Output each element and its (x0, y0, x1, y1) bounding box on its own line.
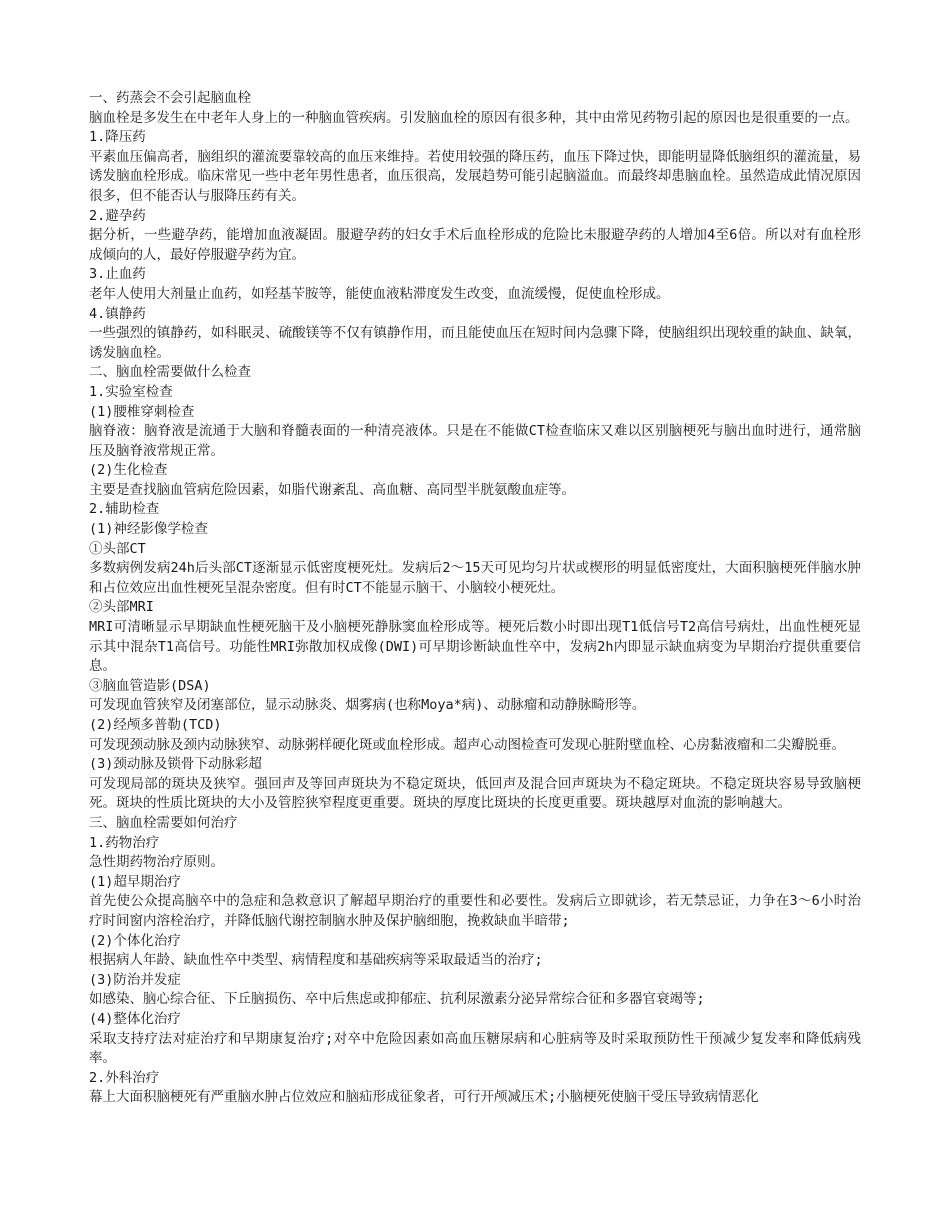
paragraph: 根据病人年龄、缺血性卒中类型、病情程度和基础疾病等采取最适当的治疗; (89, 952, 543, 969)
subheading: (3)颈动脉及锁骨下动脉彩超 (89, 756, 262, 773)
paragraph: 据分析，一些避孕药，能增加血液凝固。服避孕药的妇女手术后血栓形成的危险比未服避孕药的人增加4至6倍。所以对有血栓形成倾向的人，最好停服避孕药为宜。 (89, 227, 861, 263)
subheading: ①头部CT (89, 540, 146, 557)
subheading: (2)个体化治疗 (89, 932, 181, 949)
paragraph: 采取支持疗法对症治疗和早期康复治疗;对卒中危险因素如高血压糖尿病和心脏病等及时采取预防性干预减少复发率和降低病残率。 (89, 1030, 861, 1067)
section-heading: 三、脑血栓需要如何治疗 (89, 814, 238, 831)
paragraph: 可发现局部的斑块及狭窄。强回声及等回声斑块为不稳定斑块，低回声及混合回声斑块为不稳定斑块。不稳定斑块容易导致脑梗死。斑块的性质比斑块的大小及管腔狭窄程度更重要。斑块的厚度比斑块的长度更重要。斑块越厚对血流的影响越大。 (89, 775, 861, 812)
subheading: (2)生化检查 (89, 462, 168, 479)
subheading: (3)防治并发症 (89, 971, 181, 988)
section-heading: 二、脑血栓需要做什么检查 (89, 364, 251, 381)
subheading: (4)整体化治疗 (89, 1010, 181, 1027)
paragraph: 脑血栓是多发生在中老年人身上的一种脑血管疾病。引发脑血栓的原因有很多种，其中由常见药物引起的原因也是很重要的一点。 (89, 109, 859, 126)
document-body (89, 89, 861, 1108)
paragraph: 幕上大面积脑梗死有严重脑水肿占位效应和脑疝形成征象者，可行开颅减压术;小脑梗死使脑干受压导致病情恶化 (89, 1089, 759, 1106)
subheading: 2.避孕药 (89, 207, 146, 224)
paragraph: 平素血压偏高者，脑组织的灌流要靠较高的血压来维持。若使用较强的降压药，血压下降过快，即能明显降低脑组织的灌流量，易诱发脑血栓形成。临床常见一些中老年男性患者，血压很高，发展趋势可能引起脑溢血。而最终却患脑血栓。虽然造成此情况原因很多，但不能否认与服降压药有关。 (89, 148, 861, 204)
paragraph: 主要是查找脑血管病危险因素，如脂代谢紊乱、高血糖、高同型半胱氨酸血症等。 (89, 481, 575, 498)
section-heading: 一、药蒸会不会引起脑血栓 (89, 90, 251, 106)
paragraph: 脑脊液：脑脊液是流通于大脑和脊髓表面的一种清亮液体。只是在不能做CT检查临床又难以区别脑梗死与脑出血时进行，通常脑压及脑脊液常规正常。 (89, 423, 861, 459)
subheading: 1.药物治疗 (89, 834, 160, 851)
paragraph: MRI可清晰显示早期缺血性梗死脑干及小脑梗死静脉窦血栓形成等。梗死后数小时即出现T1低信号T2高信号病灶，出血性梗死显示其中混杂T1高信号。功能性MRI弥散加权成像(DWI)可早期诊断缺血性卒中，发病2h内即显示缺血病变为早期治疗提供重要信息。 (89, 619, 861, 675)
subheading: 2.外科治疗 (89, 1069, 160, 1086)
paragraph: 可发现颈动脉及颈内动脉狭窄、动脉粥样硬化斑或血栓形成。超声心动图检查可发现心脏附壁血栓、心房黏液瘤和二尖瓣脱垂。 (89, 736, 845, 753)
paragraph: 首先使公众提高脑卒中的急症和急救意识了解超早期治疗的重要性和必要性。发病后立即就诊，若无禁忌证，力争在3～6小时治疗时间窗内溶栓治疗，并降低脑代谢控制脑水肿及保护脑细胞，挽救缺血半暗带; (89, 893, 861, 929)
paragraph: 老年人使用大剂量止血药，如羟基苄胺等，能使血液粘滞度发生改变，血流缓慢，促使血栓形成。 (89, 285, 670, 302)
subheading: 2.辅助检查 (89, 501, 160, 518)
subheading: 3.止血药 (89, 266, 146, 283)
subheading: (1)超早期治疗 (89, 873, 181, 890)
paragraph: 可发现血管狭窄及闭塞部位，显示动脉炎、烟雾病(也称Moya*病)、动脉瘤和动静脉畸形等。 (89, 697, 646, 714)
subheading: ②头部MRI (89, 599, 154, 616)
subheading: (1)腰椎穿刺检查 (89, 403, 195, 420)
subheading: (1)神经影像学检查 (89, 521, 208, 538)
paragraph: 多数病例发病24h后头部CT逐渐显示低密度梗死灶。发病后2～15天可见均匀片状或楔形的明显低密度灶，大面积脑梗死伴脑水肿和占位效应出血性梗死呈混杂密度。但有时CT不能显示脑干、小脑较小梗死灶。 (89, 560, 861, 596)
subheading: (2)经颅多普勒(TCD) (89, 717, 222, 733)
subheading: 1.实验室检查 (89, 383, 173, 400)
paragraph: 急性期药物治疗原则。 (89, 854, 224, 871)
paragraph: 如感染、脑心综合征、下丘脑损伤、卒中后焦虑或抑郁症、抗利尿激素分泌异常综合征和多器官衰竭等; (89, 991, 705, 1008)
paragraph: 一些强烈的镇静药，如科眠灵、硫酸镁等不仅有镇静作用，而且能使血压在短时间内急骤下降，使脑组织出现较重的缺血、缺氧，诱发脑血栓。 (89, 325, 861, 361)
subheading: ③脑血管造影(DSA) (89, 677, 211, 694)
subheading: 1.降压药 (89, 129, 146, 146)
subheading: 4.镇静药 (89, 305, 146, 322)
